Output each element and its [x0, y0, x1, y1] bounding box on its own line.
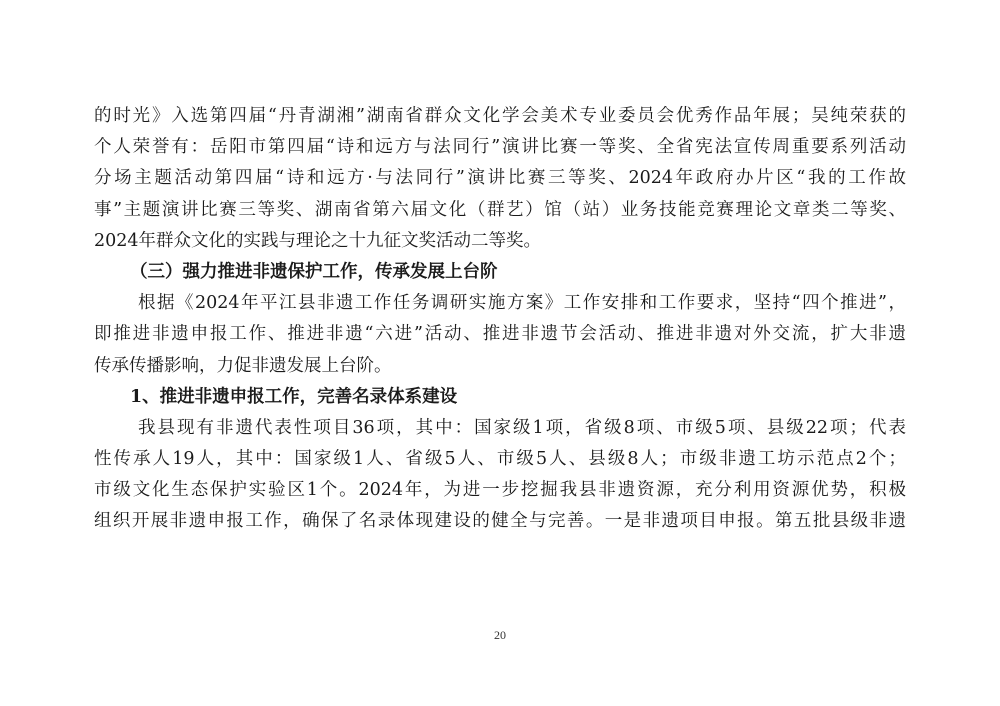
- section-heading: （三）强力推进非遗保护工作，传承发展上台阶: [130, 261, 498, 282]
- text-line: 性传承人19人，其中：国家级1人、省级5人、市级5人、县级8人；市级非遗工坊示范点2个；: [94, 449, 906, 470]
- text-line: 的时光》入选第四届“丹青湖湘”湖南省群众文化学会美术专业委员会优秀作品年展；吴纯荣获的: [94, 106, 906, 126]
- text-line: 个人荣誉有：岳阳市第四届“诗和远方与法同行”演讲比赛一等奖、全省宪法宣传周重要系列活动: [94, 137, 906, 158]
- text-line: 组织开展非遗申报工作，确保了名录体现建设的健全与完善。一是非遗项目申报。第五批县级非遗: [94, 511, 906, 532]
- document-body: [94, 101, 906, 538]
- text-line: 事”主题演讲比赛三等奖、湖南省第六届文化（群艺）馆（站）业务技能竞赛理论文章类二等奖、: [94, 199, 906, 220]
- text-line: 我县现有非遗代表性项目36项，其中：国家级1项，省级8项、市级5项、县级22项；代表: [138, 417, 906, 438]
- page-number: 20: [494, 628, 506, 642]
- text-line: 根据《2024年平江县非遗工作任务调研实施方案》工作安排和工作要求，坚持“四个推进”，: [138, 293, 906, 314]
- text-line: 2024年群众文化的实践与理论之十九征文奖活动二等奖。: [94, 230, 542, 251]
- text-line: 即推进非遗申报工作、推进非遗“六进”活动、推进非遗节会活动、推进非遗对外交流，扩大非遗: [94, 324, 906, 345]
- text-line: 分场主题活动第四届“诗和远方·与法同行”演讲比赛三等奖、2024年政府办片区“我的工作故: [94, 168, 906, 189]
- subsection-heading: 1、推进非遗申报工作，完善名录体系建设: [130, 386, 458, 407]
- text-line: 市级文化生态保护实验区1个。2024年，为进一步挖掘我县非遗资源，充分利用资源优势，积极: [94, 480, 906, 501]
- text-line: 传承传播影响，力促非遗发展上台阶。: [94, 355, 392, 376]
